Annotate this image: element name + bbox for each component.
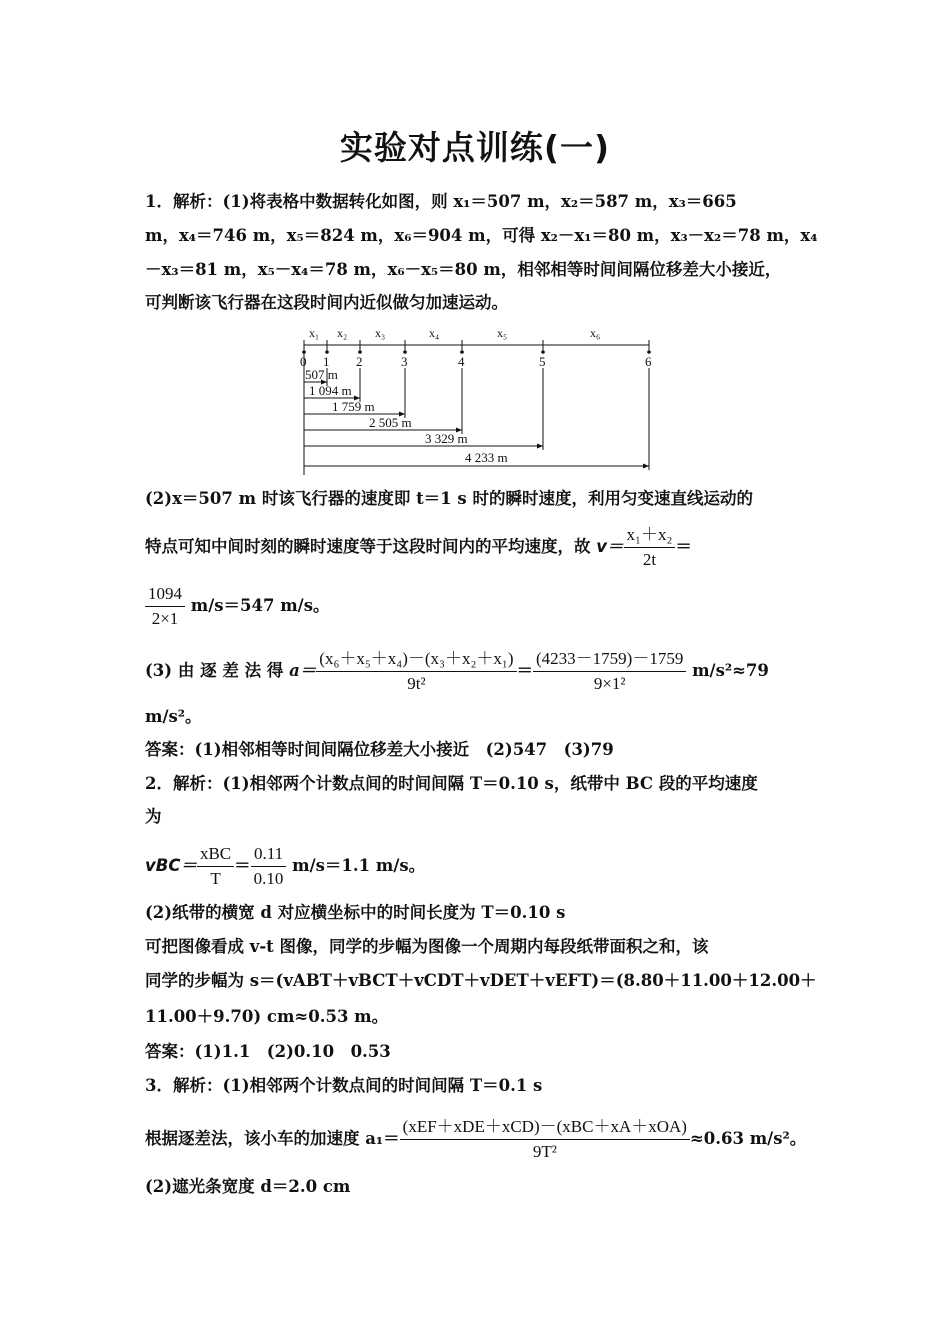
q1-part3-line-1	[145, 648, 769, 695]
q1-part3-lead: (3) 由 逐 差 法 得	[145, 661, 284, 680]
q3-line-2	[145, 1116, 806, 1163]
q1-part2-line-2	[145, 524, 692, 571]
tick-label: 1	[323, 354, 330, 369]
distance-label: 3 329 m	[425, 431, 468, 446]
fraction-denominator: 2t	[642, 550, 657, 569]
q1-part3-tail: m/s²。	[145, 707, 202, 726]
q1-line-3: －x₃＝81 m，x₅－x₄＝78 m，x₆－x₅＝80 m，相邻相等时间间隔位移差大小接近，	[145, 260, 782, 279]
segment-label: x₃	[375, 326, 386, 340]
velocity-result: m/s＝547 m/s。	[190, 596, 330, 615]
q3-line-3: (2)遮光条宽度 d＝2.0 cm	[145, 1177, 351, 1196]
distance-label: 1 094 m	[309, 383, 352, 398]
fraction-numerator: (xEF＋xDE＋xCD)－(xBC＋xA＋xOA)	[400, 1116, 690, 1140]
fraction-numerator: (x₆＋x₅＋x₄)－(x₃＋x₂＋x₁)	[316, 648, 516, 672]
q1-part2-text: 特点可知中间时刻的瞬时速度等于这段时间内的平均速度，故	[145, 537, 591, 556]
q1-part2-line-1: (2)x＝507 m 时该飞行器的速度即 t＝1 s 时的瞬时速度，利用匀变速直线运动的	[145, 489, 753, 508]
segment-label: x₂	[337, 326, 348, 340]
q2-line-2: 为	[145, 807, 162, 826]
acceleration-result: m/s²≈79	[692, 661, 769, 680]
displacement-diagram	[285, 320, 675, 478]
q2-line-3	[145, 843, 425, 890]
value-fraction	[145, 583, 185, 630]
tick-label: 4	[458, 354, 465, 369]
distance-label: 1 759 m	[332, 399, 375, 414]
fraction-denominator: T	[210, 869, 221, 888]
equals-sign: ＝	[675, 537, 692, 556]
tick-label: 6	[645, 354, 652, 369]
tick-label: 3	[401, 354, 408, 369]
distance-label: 2 505 m	[369, 415, 412, 430]
velocity-symbol: v＝	[596, 537, 624, 556]
segment-label: x₅	[497, 326, 508, 340]
q2-line-1: 2．解析：(1)相邻两个计数点间的时间间隔 T＝0.10 s，纸带中 BC 段的平均速度	[145, 774, 758, 793]
q1-line-2: m，x₄＝746 m，x₅＝824 m，x₆＝904 m，可得 x₂－x₁＝80 m，x₃－x₂＝78 m，x₄	[145, 226, 818, 245]
fraction-denominator: 9T²	[532, 1142, 557, 1161]
q2-part2-line-2: 可把图像看成 v-t 图像，同学的步幅为图像一个周期内每段纸带面积之和，该	[145, 937, 709, 956]
velocity-bc-result: m/s＝1.1 m/s。	[292, 856, 426, 875]
q1-answer: 答案：(1)相邻相等时间间隔位移差大小接近 (2)547 (3)79	[145, 740, 614, 759]
fraction-denominator: 9×1²	[593, 674, 626, 693]
fraction-denominator: 2×1	[151, 609, 179, 628]
acceleration-symbol: a＝	[289, 661, 317, 680]
fraction-numerator: 0.11	[251, 843, 287, 867]
segment-label: x₁	[309, 326, 320, 340]
q2-answer: 答案：(1)1.1 (2)0.10 0.53	[145, 1042, 391, 1061]
tick-label: 2	[356, 354, 363, 369]
acceleration-value-fraction	[533, 648, 686, 695]
q1-line-4: 可判断该飞行器在这段时间内近似做匀加速运动。	[145, 293, 508, 312]
q3-acceleration-fraction	[400, 1116, 690, 1163]
equals-sign: ＝	[234, 856, 251, 875]
segment-label: x₆	[590, 326, 601, 340]
tick-label: 5	[539, 354, 546, 369]
q2-part2-line-1: (2)纸带的横宽 d 对应横坐标中的时间长度为 T＝0.10 s	[145, 903, 566, 922]
q3-line-1: 3．解析：(1)相邻两个计数点间的时间间隔 T＝0.1 s	[145, 1076, 543, 1095]
q2-part2-line-4: 11.00＋9.70) cm≈0.53 m。	[145, 1007, 389, 1026]
fraction-numerator: (4233－1759)－1759	[533, 648, 686, 672]
velocity-fraction	[624, 524, 676, 571]
fraction-numerator: 1094	[145, 583, 185, 607]
distance-label: 507 m	[305, 367, 338, 382]
segment-arrows	[304, 340, 649, 350]
equals-sign: ＝	[516, 661, 533, 680]
q1-part2-line-3	[145, 583, 330, 630]
fraction-denominator: 9t²	[407, 674, 426, 693]
fraction-denominator: 0.10	[253, 869, 284, 888]
tick-label: 0	[300, 354, 307, 369]
fraction-numerator: xBC	[197, 843, 234, 867]
q3-acceleration-result: ≈0.63 m/s²。	[689, 1129, 807, 1148]
page-title: 实验对点训练(一)	[339, 128, 611, 167]
segment-label: x₄	[429, 326, 440, 340]
fraction-numerator: x₁＋x₂	[624, 524, 676, 548]
acceleration-fraction	[316, 648, 516, 695]
velocity-bc-value-fraction	[251, 843, 287, 890]
tick-points	[302, 350, 651, 354]
q2-part2-line-3: 同学的步幅为 s＝(vABT＋vBCT＋vCDT＋vDET＋vEFT)＝(8.80＋11.00＋12.00＋	[145, 971, 817, 990]
distance-label: 4 233 m	[465, 450, 508, 465]
q1-line-1: 1．解析：(1)将表格中数据转化如图，则 x₁＝507 m，x₂＝587 m，x₃＝665	[145, 192, 737, 211]
velocity-bc-symbol: vBC＝	[145, 856, 197, 875]
q3-line-2-lead: 根据逐差法，该小车的加速度 a₁＝	[145, 1129, 400, 1148]
velocity-bc-fraction	[197, 843, 234, 890]
